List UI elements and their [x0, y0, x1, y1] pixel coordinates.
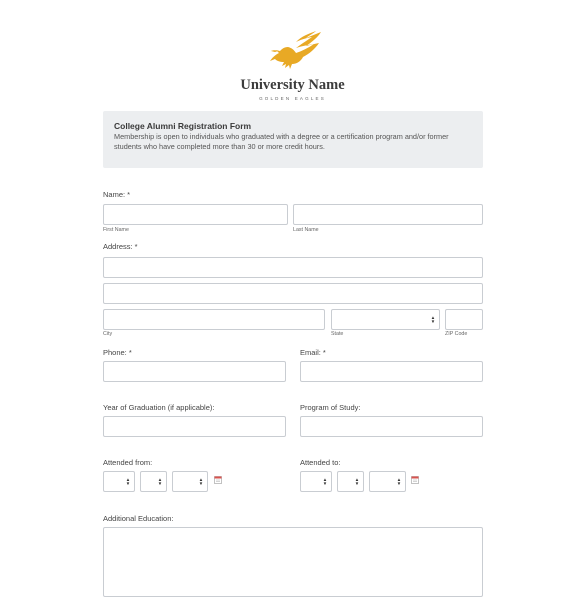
first-name-sublabel: First Name	[103, 227, 129, 233]
select-arrows-icon: ▲ ▼	[430, 314, 436, 324]
eagle-icon	[258, 28, 328, 76]
graduation-year-label: Year of Graduation (if applicable):	[103, 403, 215, 412]
city-input[interactable]	[103, 309, 325, 330]
form-title: College Alumni Registration Form	[114, 121, 252, 131]
attended-to-label: Attended to:	[300, 458, 341, 467]
calendar-icon[interactable]	[214, 476, 222, 484]
form-header	[103, 111, 483, 168]
attended-to-month-select[interactable]	[300, 471, 332, 492]
address-label: Address: *	[103, 242, 138, 251]
select-arrows-icon: ▲ ▼	[125, 476, 131, 486]
last-name-input[interactable]	[293, 204, 483, 225]
form-description: Membership is open to individuals who graduated with a degree or a certification program and/or former students who have completed more than 30 or more credit hours.	[114, 132, 449, 151]
city-sublabel: City	[103, 331, 113, 337]
program-input[interactable]	[300, 416, 483, 437]
select-arrows-icon: ▲ ▼	[198, 476, 204, 486]
zip-sublabel: ZIP Code	[445, 331, 468, 337]
state-sublabel: State	[331, 331, 344, 337]
university-name: University Name	[240, 77, 345, 93]
phone-label: Phone: *	[103, 348, 132, 357]
attended-to-day-select[interactable]	[337, 471, 364, 492]
zip-input[interactable]	[445, 309, 483, 330]
last-name-sublabel: Last Name	[293, 227, 319, 233]
select-arrows-icon: ▲ ▼	[396, 476, 402, 486]
graduation-year-input[interactable]	[103, 416, 286, 437]
attended-from-day-select[interactable]	[140, 471, 167, 492]
program-label: Program of Study:	[300, 403, 361, 412]
address-line2-input[interactable]	[103, 283, 483, 304]
university-tagline: GOLDEN EAGLES	[259, 96, 326, 101]
address-line1-input[interactable]	[103, 257, 483, 278]
additional-education-textarea[interactable]	[103, 527, 483, 597]
university-logo	[0, 28, 585, 81]
email-label: Email: *	[300, 348, 326, 357]
calendar-icon[interactable]	[411, 476, 419, 484]
attended-to-year-select[interactable]	[369, 471, 406, 492]
attended-from-label: Attended from:	[103, 458, 153, 467]
additional-education-label: Additional Education:	[103, 514, 174, 523]
attended-from-month-select[interactable]	[103, 471, 135, 492]
select-arrows-icon: ▲ ▼	[157, 476, 163, 486]
select-arrows-icon: ▲ ▼	[354, 476, 360, 486]
email-input[interactable]	[300, 361, 483, 382]
state-select[interactable]	[331, 309, 440, 330]
phone-input[interactable]	[103, 361, 286, 382]
first-name-input[interactable]	[103, 204, 288, 225]
name-label: Name: *	[103, 190, 131, 199]
attended-from-year-select[interactable]	[172, 471, 208, 492]
select-arrows-icon: ▲ ▼	[322, 476, 328, 486]
